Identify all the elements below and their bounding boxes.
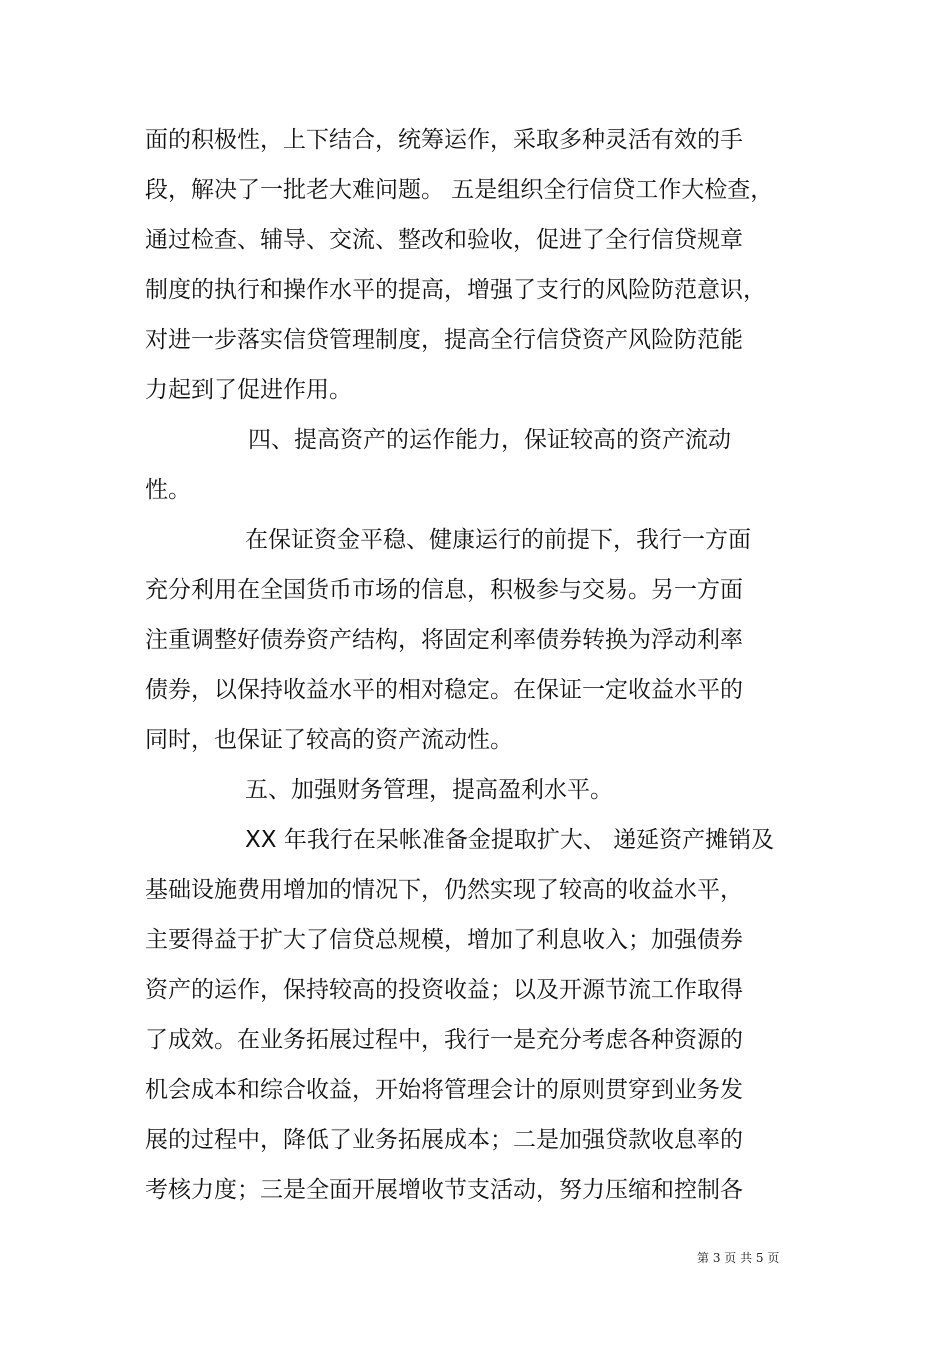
paragraph-line: 展的过程中，降低了业务拓展成本；二是加强贷款收息率的 xyxy=(145,1127,743,1153)
paragraph-line: 在保证资金平稳、健康运行的前提下，我行一方面 xyxy=(245,527,751,553)
paragraph-line: 考核力度；三是全面开展增收节支活动，努力压缩和控制各 xyxy=(145,1177,743,1203)
section-heading-continuation: 性。 xyxy=(145,477,191,503)
paragraph-line: 对进一步落实信贷管理制度，提高全行信贷资产风险防范能 xyxy=(145,327,743,353)
paragraph-line: 段，解决了一批老大难问题。 五是组织全行信贷工作大检查， xyxy=(145,177,774,203)
section-heading: 五、加强财务管理，提高盈利水平。 xyxy=(245,777,613,803)
paragraph-line: 资产的运作，保持较高的投资收益；以及开源节流工作取得 xyxy=(145,977,743,1003)
paragraph-line: 充分利用在全国货币市场的信息，积极参与交易。另一方面 xyxy=(145,577,743,603)
paragraph-line: 注重调整好债券资产结构，将固定利率债券转换为浮动利率 xyxy=(145,627,743,653)
section-heading: 四、提高资产的运作能力，保证较高的资产流动 xyxy=(248,427,731,453)
paragraph-line: 了成效。在业务拓展过程中，我行一是充分考虑各种资源的 xyxy=(145,1027,743,1053)
paragraph-line: 债券，以保持收益水平的相对稳定。在保证一定收益水平的 xyxy=(145,677,743,703)
paragraph-line: 基础设施费用增加的情况下，仍然实现了较高的收益水平， xyxy=(145,877,743,903)
page-number-footer: 第 3 页 共 5 页 xyxy=(697,1251,780,1265)
paragraph-line: 同时，也保证了较高的资产流动性。 xyxy=(145,727,513,753)
paragraph-line: 力起到了促进作用。 xyxy=(145,377,352,403)
paragraph-line: 主要得益于扩大了信贷总规模，增加了利息收入；加强债券 xyxy=(145,927,743,953)
paragraph-line: 通过检查、辅导、交流、整改和验收，促进了全行信贷规章 xyxy=(145,227,743,253)
paragraph-line: 面的积极性，上下结合，统筹运作，采取多种灵活有效的手 xyxy=(145,127,743,153)
paragraph-line: 制度的执行和操作水平的提高，增强了支行的风险防范意识， xyxy=(145,277,766,303)
paragraph-line: 机会成本和综合收益，开始将管理会计的原则贯穿到业务发 xyxy=(145,1077,743,1103)
paragraph-line: XX 年我行在呆帐准备金提取扩大、 递延资产摊销及 xyxy=(245,827,775,853)
